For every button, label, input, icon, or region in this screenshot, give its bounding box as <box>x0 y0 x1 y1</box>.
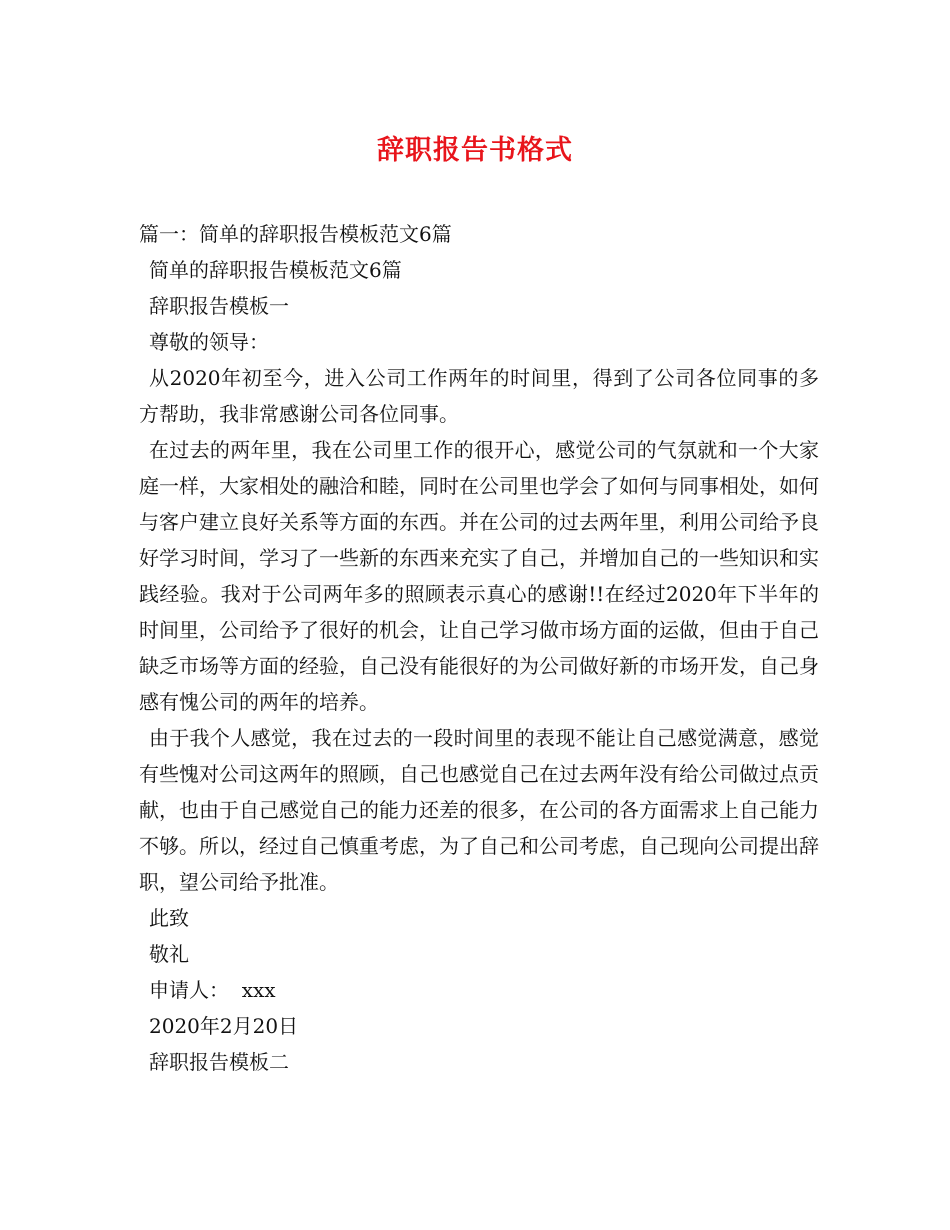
applicant-line: 申请人： xxx <box>149 978 276 1002</box>
template-heading: 辞职报告模板一 <box>149 294 289 318</box>
date-line: 2020年2月20日 <box>149 1014 299 1038</box>
document-title: 辞职报告书格式 <box>377 135 573 166</box>
document-body <box>139 216 819 1080</box>
closing-line: 此致 <box>149 906 189 930</box>
body-paragraph: 从2020年初至今，进入公司工作两年的时间里，得到了公司各位同事的多方帮助，我非常感谢公司各位同事。 <box>139 366 819 426</box>
subheading: 简单的辞职报告模板范文6篇 <box>149 258 402 282</box>
salutation: 尊敬的领导： <box>149 330 269 354</box>
body-paragraph: 由于我个人感觉，我在过去的一段时间里的表现不能让自己感觉满意，感觉有些愧对公司这两年的照顾，自己也感觉自己在过去两年没有给公司做过点贡献，也由于自己感觉自己的能力还差的很多，在公司的各方面需求上自己能力不够。所以，经过自己慎重考虑，为了自己和公司考虑，自己现向公司提出辞职，望公司给予批准。 <box>139 726 819 894</box>
section-heading: 篇一：简单的辞职报告模板范文6篇 <box>139 222 452 246</box>
template-heading: 辞职报告模板二 <box>149 1050 289 1074</box>
body-paragraph: 在过去的两年里，我在公司里工作的很开心，感觉公司的气氛就和一个大家庭一样，大家相处的融洽和睦，同时在公司里也学会了如何与同事相处，如何与客户建立良好关系等方面的东西。并在公司的过去两年里，利用公司给予良好学习时间，学习了一些新的东西来充实了自己，并增加自己的一些知识和实践经验。我对于公司两年多的照顾表示真心的感谢!!在经过2020年下半年的时间里，公司给予了很好的机会，让自己学习做市场方面的运做，但由于自己缺乏市场等方面的经验，自己没有能很好的为公司做好新的市场开发，自己身感有愧公司的两年的培养。 <box>139 438 819 714</box>
closing-regards: 敬礼 <box>149 942 189 966</box>
